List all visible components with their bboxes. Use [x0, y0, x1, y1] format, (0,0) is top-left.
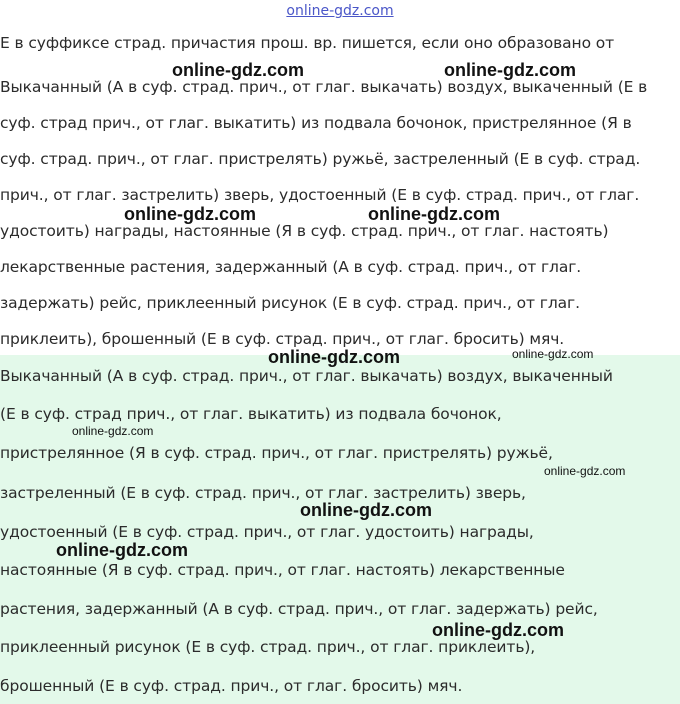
rule-line: Е в суффиксе страд. причастия прош. вр. пишется, если оно образовано от [0, 34, 615, 52]
rule-line: лекарственные растения, задержанный (А в суф. страд. прич., от глаг. [0, 258, 582, 276]
watermark: online-gdz.com [72, 424, 154, 438]
rule-line: Выкачанный (А в суф. страд. прич., от глаг. выкачать) воздух, выкаченный (Е в [0, 78, 648, 96]
rule-line: удостоить) награды, настоянные (Я в суф. страд. прич., от глаг. настоять) [0, 222, 609, 240]
watermark: online-gdz.com [444, 60, 576, 80]
rule-line: суф. страд. прич., от глаг. пристрелять) ружьё, застреленный (Е в суф. страд. [0, 150, 641, 168]
answer-line: удостоенный (Е в суф. страд. прич., от глаг. удостоить) награды, [0, 523, 534, 541]
answer-line: Выкачанный (А в суф. страд. прич., от глаг. выкачать) воздух, выкаченный [0, 367, 613, 385]
answer-line: брошенный (Е в суф. страд. прич., от глаг. бросить) мяч. [0, 677, 463, 695]
rule-block [0, 24, 680, 352]
answer-line: растения, задержанный (А в суф. страд. прич., от глаг. задержать) рейс, [0, 600, 598, 618]
rule-line: суф. страд прич., от глаг. выкатить) из подвала бочонок, пристрелянное (Я в [0, 114, 632, 132]
watermark: online-gdz.com [124, 204, 256, 224]
watermark: online-gdz.com [172, 60, 304, 80]
rule-line: прич., от глаг. застрелить) зверь, удостоенный (Е в суф. страд. прич., от глаг. [0, 186, 640, 204]
watermark: online-gdz.com [512, 347, 594, 361]
answer-line: (Е в суф. страд прич., от глаг. выкатить) из подвала бочонок, [0, 405, 502, 423]
watermark: online-gdz.com [544, 464, 626, 478]
watermark: online-gdz.com [268, 347, 400, 367]
answer-line: настоянные (Я в суф. страд. прич., от глаг. настоять) лекарственные [0, 561, 565, 579]
watermark: online-gdz.com [432, 620, 564, 640]
watermark: online-gdz.com [300, 500, 432, 520]
answer-line: приклеенный рисунок (Е в суф. страд. прич., от глаг. приклеить), [0, 638, 536, 656]
answer-block [0, 355, 680, 704]
rule-line: приклеить), брошенный (Е в суф. страд. прич., от глаг. бросить) мяч. [0, 330, 565, 348]
answer-line: пристрелянное (Я в суф. страд. прич., от глаг. пристрелять) ружьё, [0, 444, 553, 462]
answer-line: застреленный (Е в суф. страд. прич., от глаг. застрелить) зверь, [0, 484, 526, 502]
watermark-top: online-gdz.com [286, 3, 394, 19]
watermark: online-gdz.com [56, 540, 188, 560]
watermark: online-gdz.com [368, 204, 500, 224]
rule-line: задержать) рейс, приклеенный рисунок (Е в суф. страд. прич., от глаг. [0, 294, 580, 312]
